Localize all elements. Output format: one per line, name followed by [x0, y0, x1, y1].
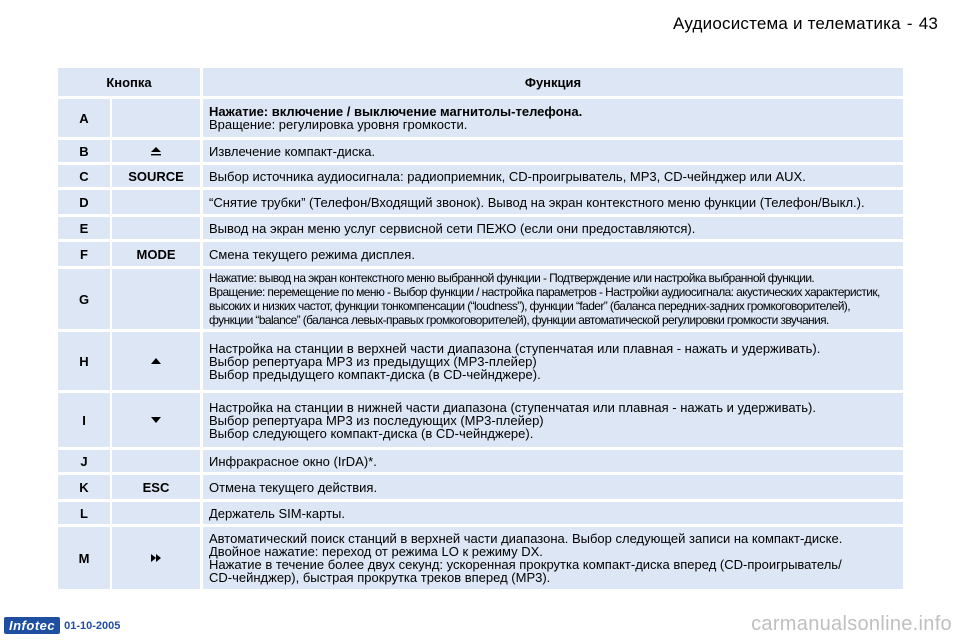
- column-header-key: Кнопка: [58, 68, 200, 96]
- row-function: [203, 502, 903, 524]
- table-row: [58, 99, 903, 137]
- header-separator: -: [906, 14, 913, 33]
- table-row: [58, 242, 903, 266]
- section-title: Аудиосистема и телематика: [673, 14, 901, 33]
- table-row: [58, 165, 903, 187]
- row-letter: D: [58, 190, 110, 214]
- function-text: Автоматический поиск станций в верхней части диапазона. Выбор следующей записи на компакт-диске. Двойное нажатие: переход от режима LO к режиму DX. Нажатие в течение более двух секунд: ускоренная прокрутка компакт-диска вперед (CD-проигрыватель/ CD-чейнджер), быстрая прокрутка треков вперед (MP3).: [209, 531, 843, 585]
- row-function: [203, 527, 903, 589]
- row-key: [112, 140, 200, 162]
- footer-date: 01-10-2005: [64, 619, 121, 632]
- up-arrow-icon: [150, 357, 162, 365]
- row-key: [112, 527, 200, 589]
- row-letter: E: [58, 217, 110, 239]
- row-letter: L: [58, 502, 110, 524]
- function-text: Инфракрасное окно (IrDA)*.: [209, 453, 377, 469]
- function-text: Извлечение компакт-диска.: [209, 143, 376, 159]
- table-row: [58, 269, 903, 329]
- column-header-function: Функция: [203, 68, 903, 96]
- function-text: Настройка на станции в верхней части диапазона (ступенчатая или плавная - нажать и удерживать). Выбор репертуара MP3 из предыдущих (MP3-плейер) Выбор предыдущего компакт-диска (в CD-чейнджере).: [209, 340, 821, 382]
- row-key: [112, 217, 200, 239]
- row-key: [112, 99, 200, 137]
- function-text: “Снятие трубки” (Телефон/Входящий звонок). Вывод на экран контекстного меню функции (Телефон/Выкл.).: [209, 194, 865, 210]
- row-key: ESC: [112, 475, 200, 499]
- row-key: [112, 393, 200, 447]
- table-row: [58, 217, 903, 239]
- function-text: Держатель SIM-карты.: [209, 505, 345, 521]
- table-header-row: [58, 68, 903, 96]
- row-key: [112, 502, 200, 524]
- row-function: [203, 99, 903, 137]
- table-row: [58, 527, 903, 589]
- down-arrow-icon: [150, 416, 162, 424]
- row-function: [203, 332, 903, 390]
- row-letter: A: [58, 99, 110, 137]
- footer: [4, 617, 120, 634]
- row-function: [203, 190, 903, 214]
- table-row: [58, 140, 903, 162]
- watermark: carmanualsonline.info: [751, 613, 952, 635]
- row-function: [203, 269, 903, 329]
- row-letter: C: [58, 165, 110, 187]
- row-function: [203, 393, 903, 447]
- row-key: [112, 332, 200, 390]
- row-letter: F: [58, 242, 110, 266]
- function-emphasis: Нажатие: включение / выключение магнитолы-телефона.: [209, 104, 583, 119]
- table-row: [58, 502, 903, 524]
- function-text: Выбор источника аудиосигнала: радиоприемник, CD-проигрыватель, MP3, CD-чейнджер или AUX.: [209, 168, 806, 184]
- row-letter: K: [58, 475, 110, 499]
- row-function: [203, 217, 903, 239]
- row-function: [203, 165, 903, 187]
- controls-table: [58, 68, 903, 592]
- row-letter: B: [58, 140, 110, 162]
- row-function: [203, 242, 903, 266]
- row-letter: M: [58, 527, 110, 589]
- function-text: Нажатие: вывод на экран контекстного меню выбранной функции - Подтверждение или настройка выбранной функции. Вращение: перемещение по меню - Выбор функции / настройка параметров - Настройки аудиосигнала: акустических характеристик, высоких и низких частот, функции тонкомпенсации (“loudness”), функции “fader” (баланса передних-задних громкоговорителей), функции “balance” (баланса левых-правых громкоговорителей), функции автоматической регулировки громкости звучания.: [209, 271, 880, 327]
- row-key: [112, 269, 200, 329]
- row-key: [112, 190, 200, 214]
- row-letter: H: [58, 332, 110, 390]
- row-key: [112, 450, 200, 472]
- infotec-logo: Infotec: [4, 617, 60, 634]
- row-function: [203, 450, 903, 472]
- row-key: SOURCE: [112, 165, 200, 187]
- row-letter: I: [58, 393, 110, 447]
- table-row: [58, 190, 903, 214]
- row-function: [203, 475, 903, 499]
- fast-forward-icon: [150, 553, 162, 563]
- row-key: MODE: [112, 242, 200, 266]
- table-row: [58, 332, 903, 390]
- function-text: Вращение: регулировка уровня громкости.: [209, 117, 468, 132]
- page-header: [673, 14, 938, 34]
- row-function: [203, 140, 903, 162]
- table-row: [58, 450, 903, 472]
- function-text: Настройка на станции в нижней части диапазона (ступенчатая или плавная - нажать и удерживать). Выбор репертуара MP3 из последующих (MP3-плейер) Выбор следующего компакт-диска (в CD-чейнджере).: [209, 399, 816, 441]
- function-text: Вывод на экран меню услуг сервисной сети ПЕЖО (если они предоставляются).: [209, 220, 696, 236]
- eject-icon: [148, 145, 164, 157]
- row-letter: J: [58, 450, 110, 472]
- table-body: [58, 99, 903, 589]
- function-text: Отмена текущего действия.: [209, 479, 378, 495]
- table-row: [58, 475, 903, 499]
- table-row: [58, 393, 903, 447]
- page-number: 43: [918, 14, 938, 33]
- row-letter: G: [58, 269, 110, 329]
- function-text: Смена текущего режима дисплея.: [209, 246, 415, 262]
